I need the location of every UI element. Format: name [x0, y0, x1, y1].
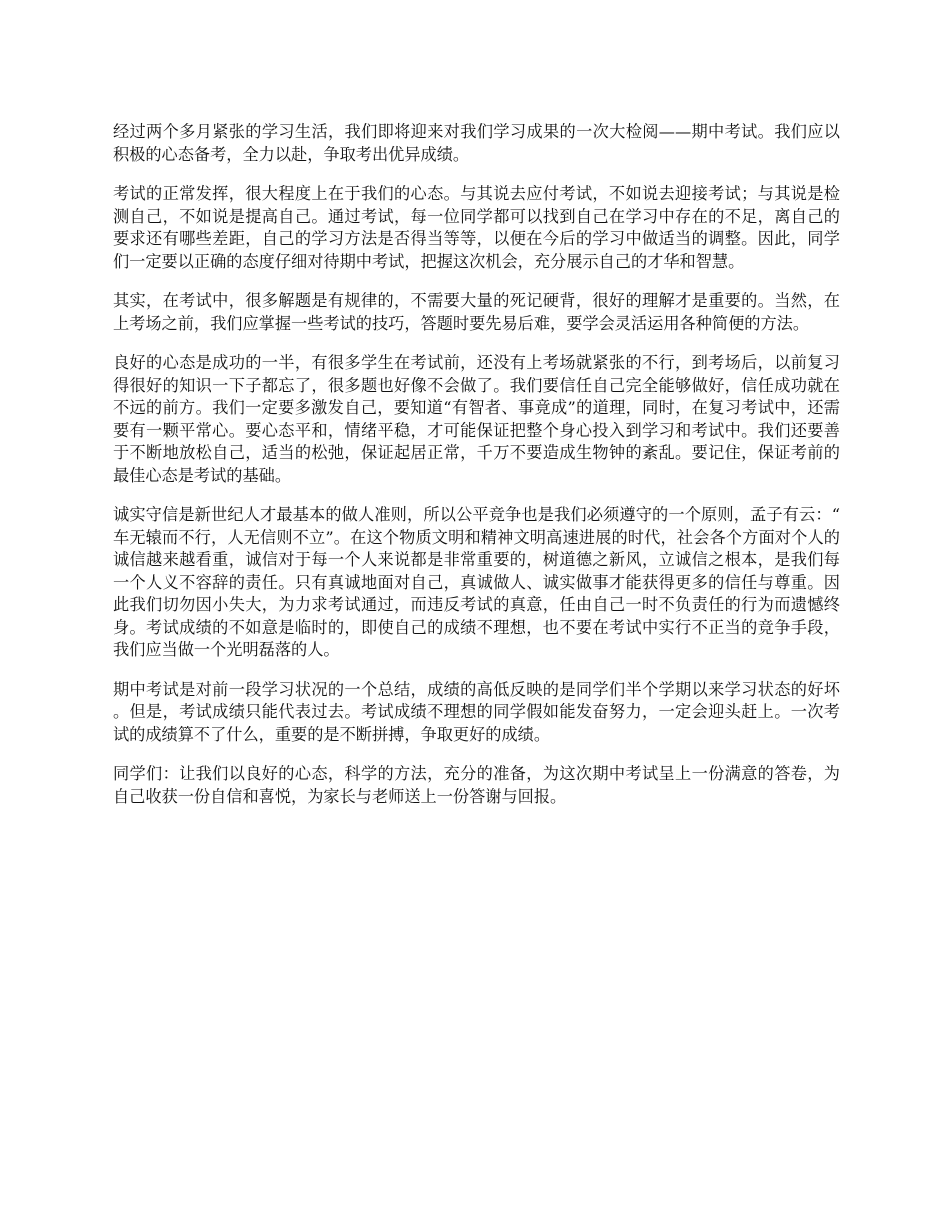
paragraph-4: 良好的心态是成功的一半，有很多学生在考试前，还没有上考场就紧张的不行，到考场后，以前复习得很好的知识一下子都忘了，很多题也好像不会做了。我们要信任自己完全能够做好，信任成功就在不远的前方。我们一定要多激发自己，要知道“有智者、事竟成”的道理，同时，在复习考试中，还需要有一颗平常心。要心态平和，情绪平稳，才可能保证把整个身心投入到学习和考试中。我们还要善于不断地放松自己，适当的松弛，保证起居正常，千万不要造成生物钟的紊乱。要记住，保证考前的最佳心态是考试的基础。 [113, 353, 840, 485]
paragraph-1: 经过两个多月紧张的学习生活，我们即将迎来对我们学习成果的一次大检阅——期中考试。我们应以积极的心态备考，全力以赴，争取考出优异成绩。 [113, 122, 840, 164]
paragraph-5: 诚实守信是新世纪人才最基本的做人准则，所以公平竞争也是我们必须遵守的一个原则，孟子有云：“车无辕而不行，人无信则不立”。在这个物质文明和精神文明高速进展的时代，社会各个方面对个人的诚信越来越看重，诚信对于每一个人来说都是非常重要的，树道德之新风，立诚信之根本，是我们每一个人义不容辞的责任。只有真诚地面对自己，真诚做人、诚实做事才能获得更多的信任与尊重。因此我们切勿因小失大，为力求考试通过，而违反考试的真意，任由自己一时不负责任的行为而遗憾终身。考试成绩的不如意是临时的，即使自己的成绩不理想，也不要在考试中实行不正当的竞争手段，我们应当做一个光明磊落的人。 [113, 505, 840, 659]
paragraph-2: 考试的正常发挥，很大程度上在于我们的心态。与其说去应付考试，不如说去迎接考试；与其说是检测自己，不如说是提高自己。通过考试，每一位同学都可以找到自己在学习中存在的不足，离自己的要求还有哪些差距，自己的学习方法是否得当等等，以便在今后的学习中做适当的调整。因此，同学们一定要以正确的态度仔细对待期中考试，把握这次机会，充分展示自己的才华和智慧。 [113, 184, 840, 271]
paragraph-3: 其实，在考试中，很多解题是有规律的，不需要大量的死记硬背，很好的理解才是重要的。当然，在上考场之前，我们应掌握一些考试的技巧，答题时要先易后难，要学会灵活运用各种简便的方法。 [113, 291, 840, 333]
paragraph-6: 期中考试是对前一段学习状况的一个总结，成绩的高低反映的是同学们半个学期以来学习状态的好坏。但是，考试成绩只能代表过去。考试成绩不理想的同学假如能发奋努力，一定会迎头赶上。一次考试的成绩算不了什么，重要的是不断拼搏，争取更好的成绩。 [113, 679, 840, 744]
paragraph-7: 同学们：让我们以良好的心态，科学的方法，充分的准备，为这次期中考试呈上一份满意的答卷，为自己收获一份自信和喜悦，为家长与老师送上一份答谢与回报。 [113, 764, 840, 806]
document-body [113, 121, 840, 808]
